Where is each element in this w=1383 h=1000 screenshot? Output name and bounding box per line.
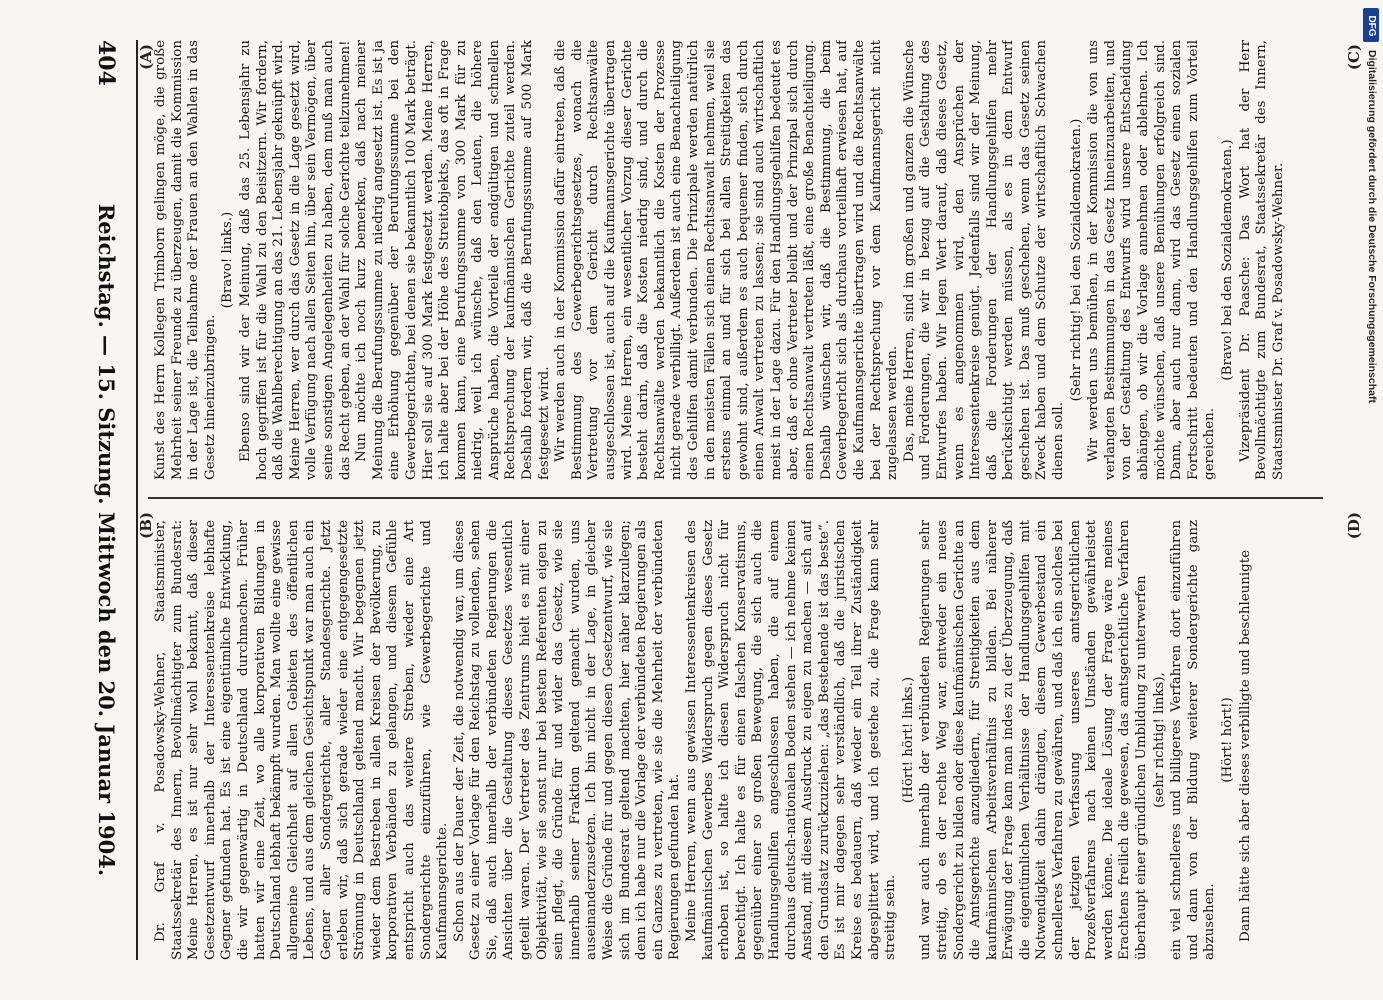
dfg-logo-text: DFG — [1366, 15, 1377, 37]
interjection: (Bravo! links.) — [220, 211, 236, 309]
paragraph: Das, meine Herren, sind im großen und ganzen die Wünsche und Forderungen, die wir in bezug auf die Gestaltung des Entwurfes haben. Wir legen Wert darauf, daß dieses Gesetz, wenn es angenommen wird, den Ansprüchen der Interessentenkreise genügt. Jedenfalls sind wir der Meinung, daß die Forderungen der Handlungsgehilfen mehr berücksichtigt werden müssen, als es in dem Entwurf geschehen ist. Das muß geschehen, wenn das Gesetz seinen Zweck haben und dem Schutze der wirtschaftlich Schwachen dienen soll. — [901, 40, 1067, 480]
paragraph: Ebenso sind wir der Meinung, daß das 25. Lebensjahr zu hoch gegriffen ist für die Wahl zu den Beisitzern. Wir fordern, daß die Wahlberechtigung an das 21. Lebensjahr geknüpft wird. Meine Herren, wer durch das Gesetz in die Lage gesetzt wird, volle Verfügung nach allen Seiten hin, über sein Vermögen, über seine sonstigen Angelegenheiten zu haben, dem muß man auch das Recht geben, an der Wahl für solche Gerichte teilzunehmen! — [237, 40, 353, 480]
right-column — [153, 520, 1323, 960]
interjection: (Sehr richtig! bei den Sozialdemokraten.) — [1068, 118, 1084, 402]
column-divider — [148, 497, 1323, 499]
margin-letter-d: (D) — [1345, 512, 1363, 540]
paragraph: Nun möchte ich noch kurz bemerken, daß nach meiner Meinung die Berufungssumme zu niedrig angesetzt ist. Es ist ja eine Erhöhung gegenüber der Berufungssumme bei den Gewerbegerichten, bei denen sie bekanntlich 100 Mark beträgt. Hier soll sie auf 300 Mark festgesetzt werden. Meine Herren, ich halte aber bei der Höhe des Streitobjekts, das oft in Frage kommen kann, eine Berufungssumme von 300 Mark für zu niedrig, weil ich wünsche, daß den Leuten, die höhere Ansprüche haben, die Vorteile der endgültigen und schnellen Rechtsprechung der kaufmännischen Gerichte zuteil werden. Deshalb fordern wir, daß die Berufungssumme auf 500 Mark festgesetzt wird. — [354, 40, 552, 480]
digitization-note-text: Digitalisierung gefördert durch die Deutsche Forschungsgemeinschaft — [1366, 50, 1378, 403]
paragraph: Kunst des Herrn Kollegen Trimborn gelingen möge, die große Mehrheit seiner Freunde zu überzeugen, damit die Kommission in der Lage ist, die Teilnahme der Frauen an den Wahlen in das Gesetz hineinzubringen. — [153, 40, 218, 480]
margin-letter-b: (B) — [137, 512, 155, 539]
margin-letter-c: (C) — [1345, 44, 1363, 71]
speaker-paragraph: Dr. Graf v. Posadowsky-Wehner, Staatsminister, Staatssekretär des Innern, Bevollmächtigter zum Bundesrat: Meine Herren, es ist nur sehr wohl bekannt, daß dieser Gesetzentwurf innerhalb der Interessentenkreise lebhafte Gegner gefunden hat. Es ist eine eigentümliche Entwicklung, die wir gegenwärtig in Deutschland durchmachen. Früher hatten wir eine Zeit, wo alle korporativen Bildungen in Deutschland lebhaft bekämpft wurden. Man wollte eine gewisse allgemeine Gleichheit auf allen Gebieten des öffentlichen Lebens, und aus dem gleichen Gesichtspunkt war man auch ein Gegner aller Sondergerichte, aller Standesgerichte. Jetzt erleben wir, daß sich gerade wieder eine entgegengesetzte Strömung in Deutschland geltend macht. Wir begegnen jetzt wieder dem Bestreben in allen Kreisen der Bevölkerung, zu korporativen Verbänden zu gelangen, und diesem Gefühle entspricht auch das weitere Streben, wieder eine Art Sondergerichte einzuführen, wie Gewerbegerichte und Kaufmannsgerichte. — [153, 520, 451, 960]
paragraph: ein viel schnelleres und billigeres Verfahren dort einzuführen und dann von der Bildung weiterer Sondergerichte ganz abzusehen. — [1169, 520, 1218, 960]
interjection: (Hört! hört!) — [1220, 697, 1235, 783]
running-head: Reichstag. — 15. Sitzung. Mittwoch den 20. Januar 1904. — [94, 203, 119, 877]
left-column — [153, 40, 1323, 480]
paragraph: Dann hätte sich aber dieses verbilligte und beschleunigte — [1237, 549, 1253, 942]
interjection: (Hört! hört! links.) — [900, 676, 916, 804]
paragraph: Wir werden auch in der Kommission dafür eintreten, daß die Bestimmung des Gewerbegerichtsgesetzes, wonach die Vertretung vor dem Gericht durch Rechtsanwälte ausgeschlossen ist, auch auf die Kaufmannsgerichte übertragen wird. Meine Herren, ein wesentlicher Vorzug dieser Gerichte besteht darin, daß die Kosten niedrig sind, und durch die Rechtsanwälte werden bekanntlich die Kosten der Prozesse nicht gerade verbilligt. Außerdem ist auch eine Benachteiligung des Gehilfen damit verbunden. Die Prinzipale werden natürlich in den meisten Fällen sich einen Rechtsanwalt nehmen, weil sie erstens einmal an und für sich bei allen Streitigkeiten das gewohnt sind, außerdem es auch bequemer finden, sich durch einen Anwalt vertreten zu lassen; sie sind auch wirtschaftlich meist in der Lage dazu. Für den Handlungsgehilfen bedeutet es aber, daß er ohne Vertreter bleibt und der Prinzipal sich durch einen Rechtsanwalt vertreten läßt, eine große Benachteiligung. Deshalb wünschen wir, daß die Bestimmung, die beim Gewerbegericht sich als durchaus vorteilhaft erwiesen hat, auf die Kaufmannsgerichte übertragen wird und die Rechtsanwälte bei der Rechtsprechung vor dem Kaufmannsgericht nicht zugelassen werden. — [553, 40, 901, 480]
margin-letter-a: (A) — [137, 44, 155, 70]
page-number: 404 — [93, 40, 119, 86]
interjection: (Bravo! bei den Sozialdemokraten.) — [1220, 139, 1235, 381]
paragraph: Meine Herren, wenn aus gewissen Interessentenkreisen des kaufmännischen Gewerbes Widerspruch gegen dieses Gesetz erhoben ist, so halte ich diesen Widerspruch nicht für berechtigt. Ich halte es für einen falschen Konservatismus, gegenüber einer so großen Bewegung, die sich auch die Handlungsgehilfen angeschlossen haben, die auf einem durchaus deutsch-nationalen Boden stehen — ich nehme keinen Anstand, mit diesem Ausdruck zu eigen zu machen — sich auf den Grundsatz zurückzuziehen: „das Bestehende ist das beste“. Es ist mir dagegen sehr verständlich, daß die juristischen Kreise es bedauern, daß wieder ein Teil ihrer Zuständigkeit abgesplittert wird, und ich gestehe zu, die Frage kann sehr streitig sein. — [684, 520, 899, 960]
speaker-paragraph: Vizepräsident Dr. Paasche: Das Wort hat der Herr Bevollmächtigte zum Bundesrat, Staatssekretär des Innern, Staatsminister Dr. Graf v. Posadowsky-Wehner. — [1237, 40, 1286, 480]
paragraph: und war auch innerhalb der verbündeten Regierungen sehr streitig, ob es der rechte Weg war, entweder ein neues Sondergericht zu bilden oder diese kaufmännischen Gerichte an die Amtsgerichte anzugliedern, für Streitigkeiten aus dem kaufmännischen Arbeitsverhältnis zu bilden. Bei näherer Erwägung der Frage kam man indes zu der Überzeugung, daß die eigentümlichen Verhältnisse der Handlungsgehilfen mit Notwendigkeit dahin drängten, diesem Gewerbestand ein schnelleres Verfahren zu gewähren, und daß ich ein solches bei der jetzigen Verfassung unseres amtsgerichtlichen Prozeßverfahrens nach keinen Umständen gewährleistet werden könne. Die ideale Lösung der Frage wäre meines Erachtens freilich die gewesen, das amtsgerichtliche Verfahren überhaupt einer gründlichen Umbildung zu unterwerfen — [918, 520, 1150, 960]
header-rule — [136, 40, 138, 960]
page-header — [83, 40, 123, 960]
digitization-note — [1366, 50, 1378, 1000]
dfg-logo — [1363, 8, 1379, 42]
paragraph: Schon aus der Dauer der Zeit, die notwendig war, um dieses Gesetz zu einer Vorlage für den Reichstag zu vollenden, sehen Sie, daß auch innerhalb der verbündeten Regierungen die Ansichten über die Gestaltung dieses Gesetzes wesentlich geteilt waren. Der Vertreter des Zentrums hielt es mit einer Objektivität, wie sie sonst nur bei besten Referenten eigen zu sein pflegt, die Gründe für und wider das Gesetz, wie sie innerhalb seiner Fraktion geltend gemacht wurden, uns auseinanderzusetzen. Ich bin nicht in der Lage, in gleicher Weise die Gründe für und gegen diesen Gesetzentwurf, wie sie sich im Bundesrat geltend machten, hier näher klarzulegen; denn ich habe nur die Vorlage der verbündeten Regierungen als ein Ganzes zu vertreten, wie sie die Mehrheit der verbündeten Regierungen gefunden hat. — [451, 520, 683, 960]
paragraph: Wir werden uns bemühen, in der Kommission die von uns verlangten Bestimmungen in das Gesetz hineinzuarbeiten, und von der Gestaltung des Entwurfs wird unsere Entscheidung abhängen, ob wir die Vorlage annehmen oder ablehnen. Ich möchte wünschen, daß unsere Bemühungen erfolgreich sind. Dann, aber auch nur dann, wird das Gesetz einen sozialen Fortschritt bedeuten und den Handlungsgehilfen zum Vorteil gereichen. — [1086, 40, 1218, 480]
interjection: (sehr richtig! links), — [1151, 672, 1167, 808]
